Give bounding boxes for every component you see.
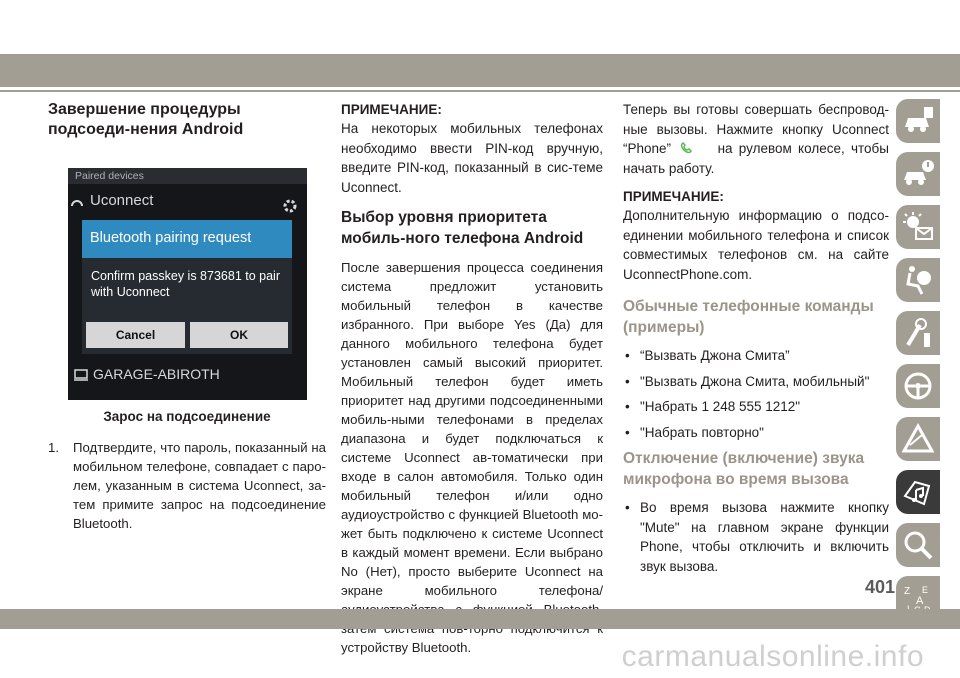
note-title-2: ПРИМЕЧАНИЕ: xyxy=(623,189,724,204)
dialog-title: Bluetooth pairing request xyxy=(90,230,252,246)
section-heading-commands: Обычные телефонные команды (примеры) xyxy=(623,298,874,336)
column-right xyxy=(623,100,889,582)
device-garage-abiroth[interactable]: GARAGE-ABIROTH xyxy=(93,366,220,382)
multimedia-icon xyxy=(902,476,934,508)
bluetooth-pairing-dialog xyxy=(82,220,292,354)
figure-caption: Зарос на подсоединение xyxy=(103,409,271,424)
top-decor-line xyxy=(0,90,960,92)
commands-list xyxy=(623,346,889,442)
car-warning-icon xyxy=(902,158,934,190)
mute-list xyxy=(623,498,889,576)
svg-text:Z: Z xyxy=(904,586,911,597)
step-1 xyxy=(48,438,326,533)
priority-body-text: После завершения процесса соединения система предложит установить мобильный телефон в качестве избранного. При выборе Yes (Да) для данного мобильного телефона будет установлен самый высокий приоритет. Мобильный телефон будет иметь приоритет над другими подсоединенными мобиль-ными телефонами в пределах диапазона и будет подключаться к системе Uconnect ав-томатически при входе в салон автомобиля. Только один мобильный телефон и/или одно аудиоустройство с функцией Bluetooth мо-жет быть подключено к системе Uconnect в каждый момент времени. Если выбрано No (Нет), просто выберите Uconnect на экране мобильного телефона/ устройству Bluetooth. xyxy=(341,260,603,655)
gear-icon[interactable] xyxy=(282,198,298,214)
column-middle xyxy=(341,100,603,657)
chapter-tabs xyxy=(896,99,940,629)
ok-button[interactable]: OK xyxy=(190,322,288,348)
tab-warning-triangle[interactable] xyxy=(896,417,940,461)
intro-text: Теперь вы готовы совершать беспровод-ные вызовы. Нажмите кнопку Uconnect “Phone” на рулевом колесе, чтобы начать работу. xyxy=(623,102,889,176)
steering-wheel-icon xyxy=(902,370,934,402)
device-uconnect[interactable]: Uconnect xyxy=(90,192,154,209)
phone-icon xyxy=(677,141,711,155)
section-heading-priority: Выбор уровня приоритета мобиль-ного телефона Android xyxy=(341,209,584,247)
pairing-screenshot xyxy=(68,168,307,400)
step-text: Подтвердите, что пароль, показанный на мобильном телефоне, совпадает с паро-лем, указанным в система Uconnect, за-тем примите запрос на подсоединение Bluetooth. xyxy=(73,440,326,531)
bottom-decor-band xyxy=(0,609,960,629)
step-number: 1. xyxy=(48,440,59,455)
list-item: • "Вызвать Джона Смита, мобильный" xyxy=(623,372,889,392)
headset-icon xyxy=(70,194,84,210)
tab-airbag-seat[interactable] xyxy=(896,258,940,302)
list-item: • “Вызвать Джона Смита” xyxy=(623,346,889,366)
search-icon xyxy=(902,529,934,561)
dialog-message: Confirm passkey is 873681 to pair with Uconnect xyxy=(91,269,280,299)
watermark: carmanualsonline.info xyxy=(621,640,924,673)
note-text: На некоторых мобильных телефонах необходимо ввести PIN-код вручную, введите PIN-код, показанный в сис-теме Uconnect. xyxy=(341,121,603,195)
section-heading-android-pairing: Завершение процедуры подсоеди-нения Android xyxy=(48,101,244,138)
warning-triangle-icon xyxy=(902,423,934,455)
tab-car-info[interactable] xyxy=(896,99,940,143)
section-heading-mute: Отключение (включение) звука микрофона во время вызова xyxy=(623,450,865,488)
column-left xyxy=(48,100,326,533)
note-text-2: Дополнительную информацию о подсо-единении мобильного телефона и список совместимых телефонов см. на сайте UconnectPhone.com. xyxy=(623,208,889,282)
list-item: • Во время вызова нажмите кнопку "Mute" на главном экране функции Phone, чтобы отключить и включить звук вызова. xyxy=(623,498,889,576)
tab-lights-message[interactable] xyxy=(896,205,940,249)
note-title: ПРИМЕЧАНИЕ: xyxy=(341,102,442,117)
cancel-button[interactable]: Cancel xyxy=(86,322,185,348)
tab-car-warning[interactable] xyxy=(896,152,940,196)
airbag-seat-icon xyxy=(902,264,934,296)
svg-text:E: E xyxy=(922,585,929,595)
svg-text:A: A xyxy=(916,595,924,607)
tab-steering-wheel[interactable] xyxy=(896,364,940,408)
service-tools-icon xyxy=(902,317,934,349)
page-number: 401 xyxy=(865,577,896,597)
list-item: • "Набрать 1 248 555 1212" xyxy=(623,397,889,417)
lights-message-icon xyxy=(902,211,934,243)
laptop-icon xyxy=(74,369,88,381)
tab-multimedia[interactable] xyxy=(896,470,940,514)
tab-search[interactable] xyxy=(896,523,940,567)
tab-service-tools[interactable] xyxy=(896,311,940,355)
top-decor-band xyxy=(0,54,960,87)
paired-devices-header: Paired devices xyxy=(75,170,144,182)
list-item: • "Набрать повторно" xyxy=(623,423,889,443)
car-info-icon xyxy=(902,105,934,137)
